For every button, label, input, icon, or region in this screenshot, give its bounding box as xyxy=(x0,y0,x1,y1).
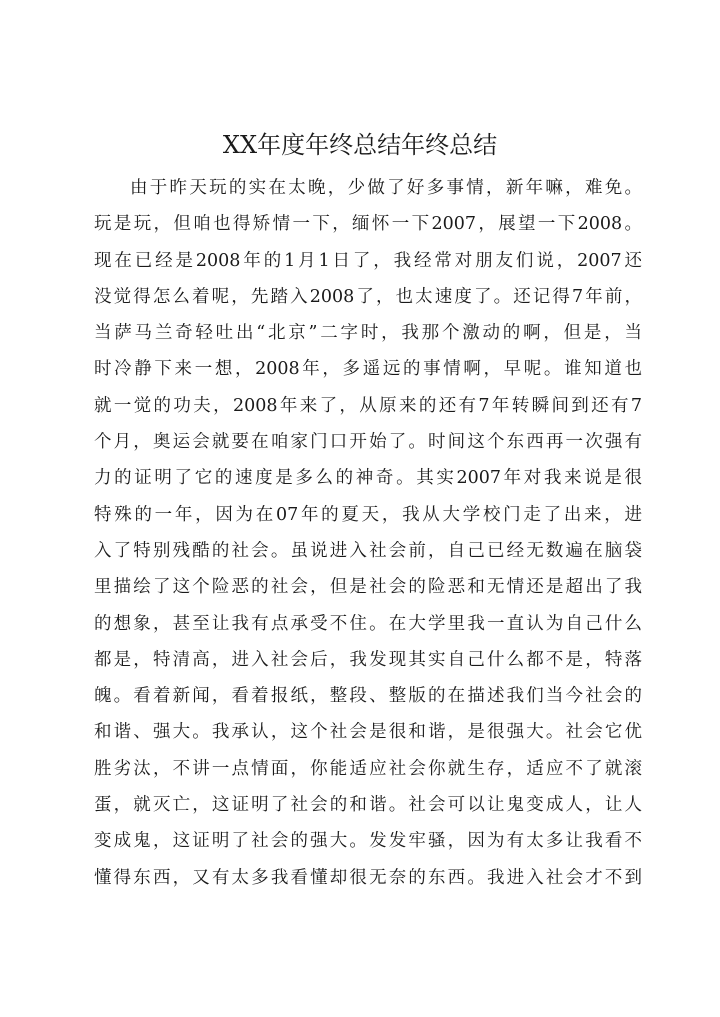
body-line: 由于昨天玩的实在太晚，少做了好多事情，新年嘛，难免。 xyxy=(130,178,642,198)
body-line: 里描绘了这个险恶的社会，但是社会的险恶和无情还是超出了我 xyxy=(94,577,642,598)
body-line: 现在已经是2008年的1月1日了，我经常对朋友们说，2007还 xyxy=(94,250,642,271)
body-line: 懂得东西，又有太多我看懂却很无奈的东西。我进入社会才不到 xyxy=(94,867,642,888)
body-line: 没觉得怎么着呢，先踏入2008了，也太速度了。还记得7年前， xyxy=(94,286,642,307)
body-line: 魄。看着新闻，看着报纸，整段、整版的在描述我们当今社会的 xyxy=(94,686,642,707)
body-line: 胜劣汰，不讲一点情面，你能适应社会你就生存，适应不了就滚 xyxy=(94,758,642,779)
body-line: 入了特别残酷的社会。虽说进入社会前，自己已经无数遍在脑袋 xyxy=(94,540,642,561)
body-line: 时冷静下来一想，2008年，多遥远的事情啊，早呢。谁知道也 xyxy=(94,359,642,380)
body-line: 都是，特清高，进入社会后，我发现其实自己什么都不是，特落 xyxy=(94,649,642,670)
body-line: 就一觉的功夫，2008年来了，从原来的还有7年转瞬间到还有7 xyxy=(94,395,642,416)
document-title: XX年度年终总结年终总结 xyxy=(222,131,498,159)
body-line: 的想象，甚至让我有点承受不住。在大学里我一直认为自己什么 xyxy=(94,613,642,634)
body-line: 玩是玩，但咱也得矫情一下，缅怀一下2007，展望一下2008。 xyxy=(94,214,642,235)
body-line: 当萨马兰奇轻吐出“北京”二字时，我那个激动的啊，但是，当 xyxy=(94,323,642,344)
body-line: 变成鬼，这证明了社会的强大。发发牢骚，因为有太多让我看不 xyxy=(94,831,642,852)
body-line: 力的证明了它的速度是多么的神奇。其实2007年对我来说是很 xyxy=(94,468,642,489)
body-line: 和谐、强大。我承认，这个社会是很和谐，是很强大。社会它优 xyxy=(94,722,642,743)
document-body xyxy=(94,170,642,896)
body-line: 蛋，就灭亡，这证明了社会的和谐。社会可以让鬼变成人，让人 xyxy=(94,795,642,816)
body-line: 特殊的一年，因为在07年的夏天，我从大学校门走了出来，进 xyxy=(94,504,642,525)
body-line: 个月，奥运会就要在咱家门口开始了。时间这个东西再一次强有 xyxy=(94,432,642,453)
